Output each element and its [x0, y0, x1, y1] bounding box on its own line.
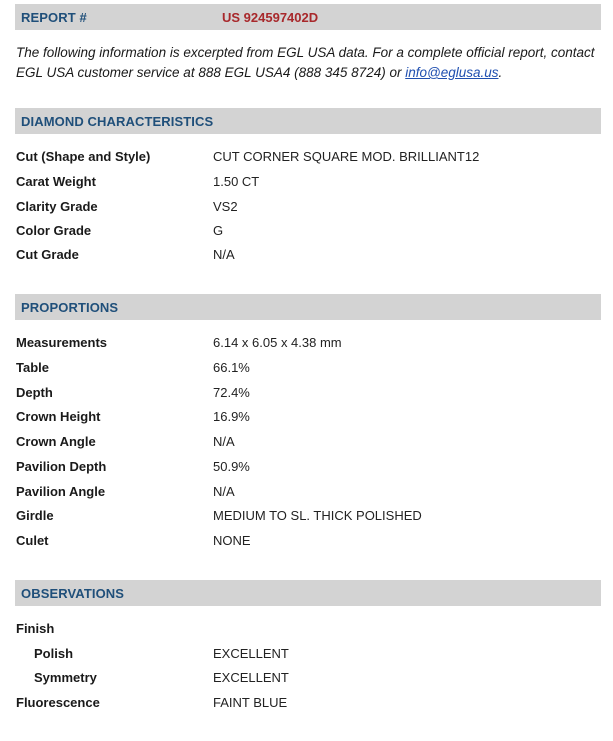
- data-row-pavilion-angle: [16, 484, 596, 504]
- row-label: Polish: [34, 646, 74, 661]
- report-header-band: [15, 4, 601, 30]
- report-label: REPORT #: [21, 10, 87, 25]
- row-label: Carat Weight: [16, 174, 96, 189]
- data-row-pavilion-depth: [16, 459, 596, 479]
- section-title: DIAMOND CHARACTERISTICS: [21, 114, 214, 129]
- row-value: 6.14 x 6.05 x 4.38 mm: [213, 335, 342, 350]
- row-value: 50.9%: [213, 459, 250, 474]
- row-value: N/A: [213, 434, 235, 449]
- row-label: Symmetry: [34, 670, 97, 685]
- row-label: Crown Height: [16, 409, 101, 424]
- data-row-symmetry: [16, 670, 596, 690]
- row-label: Measurements: [16, 335, 108, 350]
- row-label: Cut Grade: [16, 247, 79, 262]
- section-header-proportions: [15, 294, 601, 320]
- data-row-finish: [16, 621, 596, 641]
- row-value: 66.1%: [213, 360, 250, 375]
- row-value: N/A: [213, 247, 235, 262]
- data-row-carat: [16, 174, 596, 194]
- row-value: N/A: [213, 484, 235, 499]
- row-label: Pavilion Angle: [16, 484, 106, 499]
- row-value: 1.50 CT: [213, 174, 260, 189]
- row-value: EXCELLENT: [213, 670, 289, 685]
- data-row-measurements: [16, 335, 596, 355]
- row-label: Cut (Shape and Style): [16, 149, 151, 164]
- section-title: OBSERVATIONS: [21, 586, 125, 601]
- data-row-girdle: [16, 508, 596, 528]
- data-row-cut: [16, 149, 596, 169]
- email-link[interactable]: info@eglusa.us: [405, 65, 499, 80]
- row-value: NONE: [213, 533, 251, 548]
- data-row-color: [16, 223, 596, 243]
- row-label: Finish: [16, 621, 55, 636]
- row-value: 16.9%: [213, 409, 250, 424]
- intro-text-end: .: [498, 65, 503, 80]
- intro-paragraph: [16, 43, 596, 83]
- data-row-fluorescence: [16, 695, 596, 715]
- section-header-diamond: [15, 108, 601, 134]
- row-label: Pavilion Depth: [16, 459, 107, 474]
- intro-text: The following information is excerpted from EGL USA data. For a complete official report, contact EGL USA customer service at 888 EGL USA4 (888 345 8724) or: [16, 45, 595, 80]
- row-value: EXCELLENT: [213, 646, 289, 661]
- row-label: Culet: [16, 533, 49, 548]
- report-number: US 924597402D: [222, 10, 319, 25]
- data-row-crown-height: [16, 409, 596, 429]
- data-row-table: [16, 360, 596, 380]
- data-row-crown-angle: [16, 434, 596, 454]
- row-label: Girdle: [16, 508, 54, 523]
- section-title: PROPORTIONS: [21, 300, 119, 315]
- row-label: Depth: [16, 385, 53, 400]
- row-value: FAINT BLUE: [213, 695, 288, 710]
- row-label: Color Grade: [16, 223, 92, 238]
- data-row-cut-grade: [16, 247, 596, 267]
- section-header-observations: [15, 580, 601, 606]
- row-value: G: [213, 223, 224, 238]
- row-value: MEDIUM TO SL. THICK POLISHED: [213, 508, 422, 523]
- row-label: Table: [16, 360, 49, 375]
- data-row-depth: [16, 385, 596, 405]
- data-row-clarity: [16, 199, 596, 219]
- row-value: 72.4%: [213, 385, 250, 400]
- row-label: Clarity Grade: [16, 199, 98, 214]
- row-label: Fluorescence: [16, 695, 100, 710]
- row-value: CUT CORNER SQUARE MOD. BRILLIANT12: [213, 149, 480, 164]
- row-label: Crown Angle: [16, 434, 96, 449]
- data-row-culet: [16, 533, 596, 553]
- data-row-polish: [16, 646, 596, 666]
- row-value: VS2: [213, 199, 238, 214]
